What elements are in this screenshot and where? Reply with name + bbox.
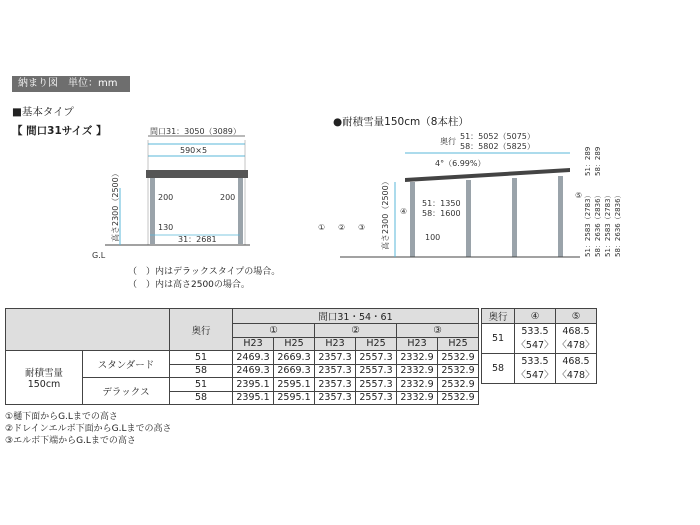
diagram-title-bar: 納まり図 単位：mm	[12, 76, 130, 92]
type-deluxe: デラックス	[83, 378, 170, 405]
cell: 2332.9	[397, 351, 438, 365]
row-depth: 51	[170, 351, 233, 365]
cell: 2557.3	[356, 364, 397, 378]
ground-level: G.L	[92, 251, 106, 260]
cell: 2469.3	[233, 351, 274, 365]
right-post	[238, 178, 243, 244]
cell: 2557.3	[356, 391, 397, 405]
row-depth: 58	[170, 391, 233, 405]
cell: 2357.3	[315, 364, 356, 378]
cell: 2357.3	[315, 391, 356, 405]
note-height: （ ）内は高さ2500の場合。	[128, 280, 250, 290]
cell: 2332.9	[397, 364, 438, 378]
width-dimension: 間口31：3050（3089）	[150, 127, 241, 136]
basic-type-heading: ■基本タイプ	[12, 106, 74, 118]
rear-height-51: 51：2583（2783）	[584, 191, 592, 257]
sub-header: H23	[233, 337, 274, 351]
snow-load-row-label: 耐積雪量 150cm	[6, 351, 83, 405]
footnote: ②ドレインエルボ下面からG.Lまでの高さ	[5, 424, 172, 434]
right-offset: 200	[220, 193, 236, 202]
top-58: 58：289	[594, 146, 602, 176]
left-post	[150, 178, 155, 244]
cell: 2395.1	[233, 378, 274, 392]
side-cell: 533.5 〈547〉	[515, 354, 556, 384]
footnote: ③エルボ下端からG.Lまでの高さ	[5, 436, 136, 446]
marker-2: ②	[338, 223, 346, 232]
cell: 2532.9	[438, 378, 479, 392]
cell: 2332.9	[397, 378, 438, 392]
side-depth: 51	[482, 324, 515, 354]
span-51: 51：1350	[422, 199, 461, 208]
marker-3: ③	[358, 223, 366, 232]
depth-label: 奥行	[440, 137, 456, 146]
marker-4: ④	[400, 207, 408, 216]
cell: 2557.3	[356, 378, 397, 392]
pitch-dimension: 590×5	[180, 146, 208, 155]
size-heading: 【 間口31サイズ 】	[12, 125, 107, 137]
height-dimension-right: 高さ2300（2500）	[381, 177, 390, 250]
cell: 2595.1	[274, 391, 315, 405]
side-cell: 468.5 〈478〉	[556, 354, 597, 384]
height-51: 51：2583（2783）	[604, 191, 612, 257]
group-header: 間口31・54・61	[233, 309, 479, 324]
height-58: 58：2636（2836）	[614, 191, 622, 257]
sub-header: H25	[274, 337, 315, 351]
roof-panel	[146, 170, 248, 178]
cell: 2669.3	[274, 364, 315, 378]
sub-header: H25	[438, 337, 479, 351]
footnote: ①樋下面からG.Lまでの高さ	[5, 412, 118, 422]
cell: 2332.9	[397, 391, 438, 405]
post-2	[466, 180, 471, 257]
side-header-4: ④	[515, 309, 556, 324]
cell: 2532.9	[438, 391, 479, 405]
cell: 2357.3	[315, 378, 356, 392]
snow-load-heading: ●耐積雪量150cm（8本柱）	[333, 116, 469, 128]
cell: 2557.3	[356, 351, 397, 365]
offset-table	[481, 308, 597, 384]
cell: 2532.9	[438, 364, 479, 378]
depth-58: 58：5802（5825）	[460, 142, 535, 151]
side-header-depth: 奥行	[482, 309, 515, 324]
depth-51: 51：5052（5075）	[460, 132, 535, 141]
marker-5: ⑤	[575, 191, 583, 200]
type-standard: スタンダード	[83, 351, 170, 378]
col-group-1: ①	[233, 324, 315, 338]
offset-100: 100	[425, 233, 441, 242]
top-51: 51：289	[584, 146, 592, 176]
slope-label: 4°（6.99%）	[435, 159, 486, 168]
side-depth: 58	[482, 354, 515, 384]
height-table	[5, 308, 479, 405]
roof-panel-side	[405, 168, 570, 182]
cell: 2469.3	[233, 364, 274, 378]
cell: 2357.3	[315, 351, 356, 365]
note-deluxe: （ ）内はデラックスタイプの場合。	[128, 267, 281, 277]
side-view-diagram	[300, 120, 695, 270]
height-dimension: 高さ2300（2500）	[111, 169, 120, 242]
col-group-2: ②	[315, 324, 397, 338]
side-cell: 468.5 〈478〉	[556, 324, 597, 354]
cell: 2595.1	[274, 378, 315, 392]
front-post	[410, 182, 415, 257]
marker-1: ①	[318, 223, 326, 232]
post-3	[512, 178, 517, 257]
rear-height-58: 58：2636（2836）	[594, 191, 602, 257]
cell: 2669.3	[274, 351, 315, 365]
gutter-offset: 130	[158, 223, 174, 232]
side-cell: 533.5 〈547〉	[515, 324, 556, 354]
sub-header: H23	[397, 337, 438, 351]
depth-dimension: 31：2681	[178, 235, 217, 244]
cell: 2395.1	[233, 391, 274, 405]
footnotes	[5, 411, 171, 447]
sub-header: H23	[315, 337, 356, 351]
depth-header: 奥行	[170, 309, 233, 351]
rear-post	[558, 176, 563, 257]
side-header-5: ⑤	[556, 309, 597, 324]
row-depth: 51	[170, 378, 233, 392]
col-group-3: ③	[397, 324, 479, 338]
sub-header: H25	[356, 337, 397, 351]
row-depth: 58	[170, 364, 233, 378]
span-58: 58：1600	[422, 209, 461, 218]
cell: 2532.9	[438, 351, 479, 365]
left-offset: 200	[158, 193, 174, 202]
